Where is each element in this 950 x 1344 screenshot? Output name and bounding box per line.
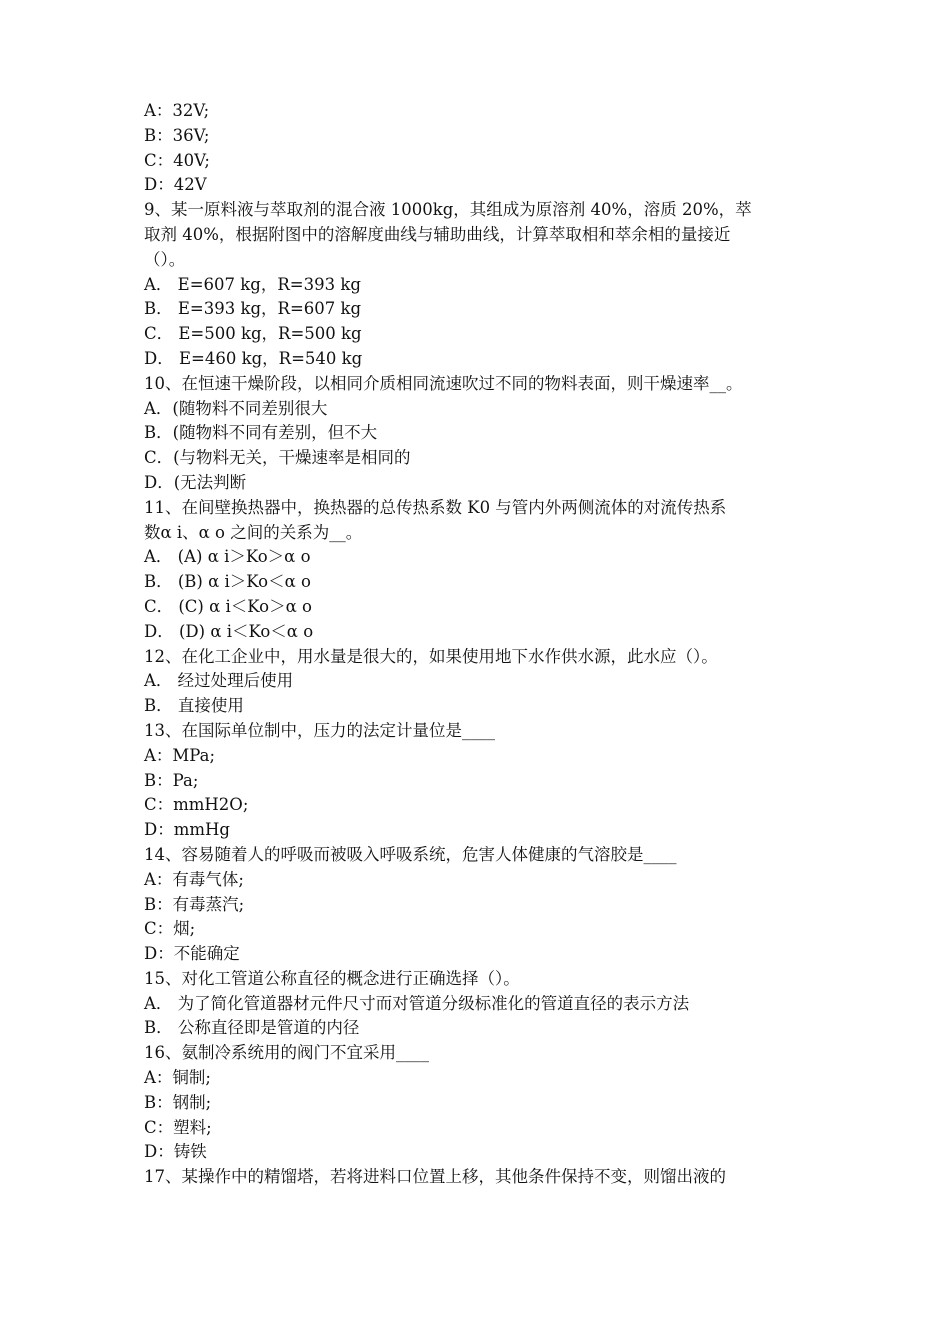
text-line: D．(无法判断: [144, 472, 247, 492]
text-line: 16、氨制冷系统用的阀门不宜采用____: [144, 1043, 429, 1063]
text-line: （）。: [144, 249, 186, 269]
text-line: A． 经过处理后使用: [144, 671, 294, 691]
text-line: 9、某一原料液与萃取剂的混合液 1000kg，其组成为原溶剂 40%，溶质 20%，萃: [144, 200, 752, 220]
text-line: D． (D) α i＜Ko＜α o: [144, 621, 314, 641]
text-line: 数α i、α o 之间的关系为__。: [144, 522, 363, 542]
text-line: B． (B) α i＞Ko＜α o: [144, 572, 311, 592]
text-line: D：铸铁: [144, 1142, 207, 1162]
text-line: D：mmHg: [144, 820, 230, 840]
text-line: A：32V;: [144, 101, 210, 120]
text-line: D：42V: [144, 175, 207, 195]
text-line: 10、在恒速干燥阶段，以相同介质相同流速吹过不同的物料表面，则干燥速率__。: [144, 373, 743, 393]
text-line: B：36V;: [144, 125, 210, 145]
text-line: A：MPa;: [144, 745, 216, 765]
text-line: A：铜制;: [144, 1068, 211, 1088]
text-line: C：40V;: [144, 150, 210, 170]
text-line: A． 为了简化管道器材元件尺寸而对管道分级标准化的管道直径的表示方法: [144, 993, 690, 1013]
text-line: C：塑料;: [144, 1117, 212, 1137]
text-line: D． E=460 kg，R=540 kg: [144, 348, 363, 368]
text-line: C． (C) α i＜Ko＞α o: [144, 596, 312, 616]
text-line: 14、容易随着人的呼吸而被吸入呼吸系统，危害人体健康的气溶胶是____: [144, 844, 677, 864]
text-line: 11、在间壁换热器中，换热器的总传热系数 K0 与管内外两侧流体的对流传热系: [144, 497, 727, 517]
text-line: 15、对化工管道公称直径的概念进行正确选择（）。: [144, 968, 520, 988]
text-line: 13、在国际单位制中，压力的法定计量位是____: [144, 720, 495, 740]
text-line: C． E=500 kg，R=500 kg: [144, 324, 362, 344]
text-line: C．(与物料无关，干燥速率是相同的: [144, 448, 411, 468]
text-line: B． E=393 kg，R=607 kg: [144, 299, 362, 319]
text-line: C：烟;: [144, 919, 196, 939]
text-line: A：有毒气体;: [144, 869, 244, 889]
text-line: A． E=607 kg，R=393 kg: [144, 274, 361, 294]
text-line: 17、某操作中的精馏塔，若将进料口位置上移，其他条件保持不变，则馏出液的: [144, 1167, 726, 1187]
text-line: C：mmH2O;: [144, 795, 249, 815]
text-line: B：Pa;: [144, 770, 199, 790]
text-line: B． 直接使用: [144, 696, 244, 716]
document-body: [144, 99, 814, 1190]
text-line: 取剂 40%，根据附图中的溶解度曲线与辅助曲线，计算萃取相和萃余相的量接近: [144, 224, 731, 244]
text-line: A．(随物料不同差别很大: [144, 398, 328, 418]
text-line: B．(随物料不同有差别，但不大: [144, 423, 378, 443]
text-line: B． 公称直径即是管道的内径: [144, 1018, 360, 1038]
text-line: A． (A) α i＞Ko＞α o: [144, 547, 311, 567]
text-line: 12、在化工企业中，用水量是很大的，如果使用地下水作供水源，此水应（）。: [144, 646, 718, 666]
text-line: B：钢制;: [144, 1092, 212, 1112]
text-line: B：有毒蒸汽;: [144, 894, 245, 914]
text-line: D：不能确定: [144, 944, 240, 964]
